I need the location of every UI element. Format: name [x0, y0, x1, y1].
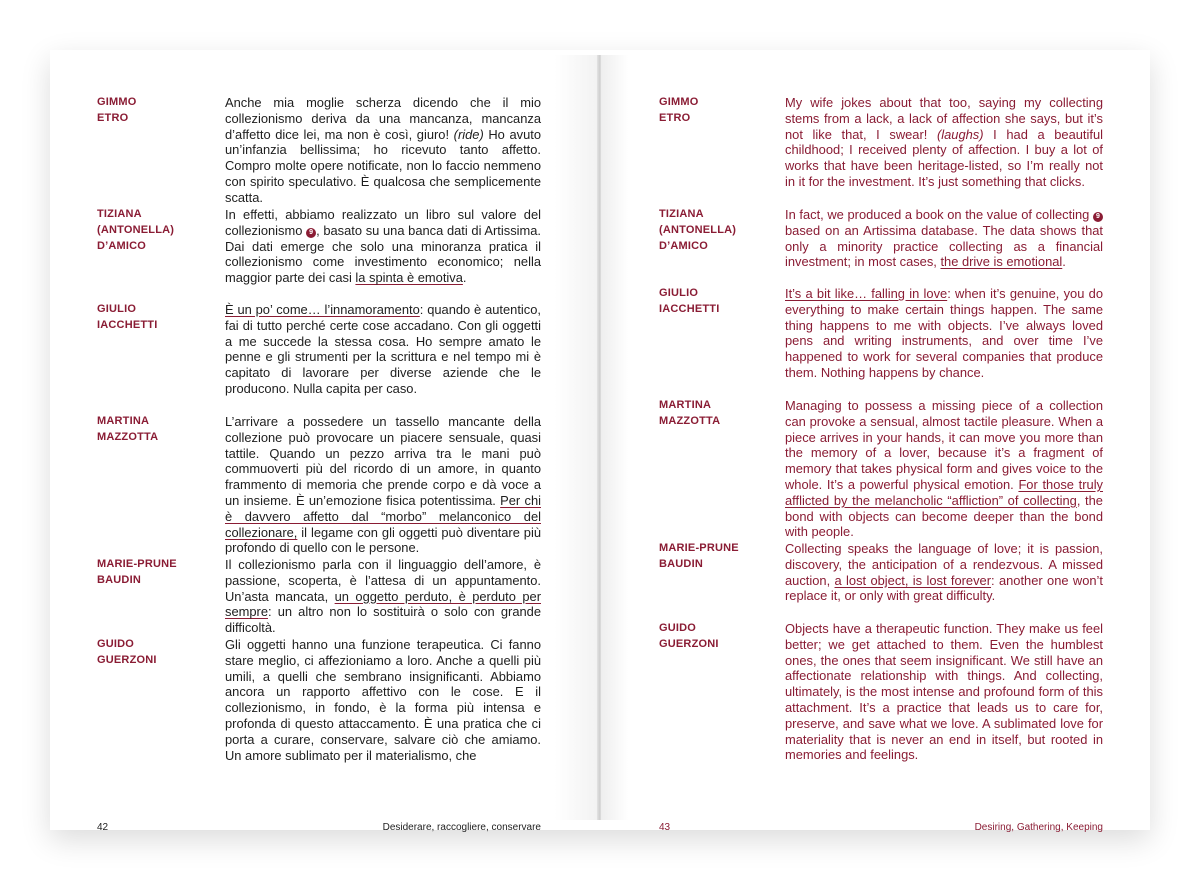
text-run: : another one won’t replace it, or only with great difficulty. [785, 572, 1103, 604]
speaker-line: GUERZONI [659, 637, 719, 650]
text-run: Collecting speaks the language of love; it is passion, discovery, the anticipation of a rendezvous. A missed auction, [785, 541, 1103, 588]
speaker-line: IACCHETTI [659, 302, 720, 315]
paragraph [225, 207, 541, 286]
text-run: Il collezionismo parla con il linguaggio dell’amore, è passione, scoperta, è l’attesa di un appuntamento. Un’asta mancata, [225, 557, 541, 604]
speaker-name [97, 95, 137, 127]
paragraph [785, 621, 1103, 763]
speaker-name [659, 286, 719, 318]
speaker-name [659, 398, 720, 430]
paragraph [225, 414, 541, 556]
speaker-line: MAZZOTTA [97, 430, 159, 443]
paragraph [785, 541, 1103, 604]
text-run: My wife jokes about that too, saying my collecting stems from a lack, a lack of affection she says, but it’s not like that, I swear! [785, 95, 1103, 142]
footnote-marker[interactable]: 9 [306, 228, 316, 238]
speaker-line: TIZIANA [97, 208, 142, 220]
text-run: . [462, 270, 467, 286]
text-run: In fact, we produced a book on the value of collecting [785, 207, 1093, 222]
text-run: , basato su una banca dati di Artissima. Dai dati emerge che solo una minoranza pratica il collezionismo come investimento economico; nella maggior parte dei casi [225, 222, 541, 286]
paragraph [225, 95, 541, 206]
text-run: : quando è autentico, fai di tutto perché certe cose accadano. Con gli oggetti a me succede la stessa cosa. Ho sempre amato le penne e gli strumenti per la scrittura e nel tempo mi è capitato di lavorare per diverse aziende che le producono. Nulla capita per caso. [225, 302, 541, 396]
speaker-line: D’AMICO [97, 239, 147, 252]
highlighted-quote: the drive is emotional [940, 254, 1063, 270]
speaker-line: MARIE-PRUNE [659, 542, 739, 554]
paragraph [225, 302, 541, 397]
highlighted-quote: un oggetto perduto, è perduto per sempre [225, 588, 541, 620]
speaker-line: (ANTONELLA) [97, 223, 175, 236]
speaker-name [659, 207, 736, 254]
paragraph [225, 637, 541, 763]
speaker-line: D’AMICO [659, 239, 709, 252]
text-run: il legame con gli oggetti può diventare più profondo di quello con le persone. [225, 524, 541, 556]
speaker-line: BAUDIN [97, 573, 141, 586]
text-run: , the bond with objects can become deeper than the bond with people. [785, 492, 1103, 540]
speaker-name [659, 95, 699, 127]
speaker-line: MARIE-PRUNE [97, 558, 177, 570]
speaker-name [97, 414, 158, 446]
speaker-line: MARTINA [659, 399, 712, 411]
speaker-line: GIULIO [97, 303, 137, 315]
stage-direction: (laughs) [936, 126, 984, 142]
speaker-line: GIULIO [659, 287, 699, 299]
highlighted-quote: For those truly afflicted by the melancholic “affliction” of collecting [785, 476, 1103, 508]
text-run: Managing to possess a missing piece of a collection can provoke a sensual, almost tactile pleasure. When a piece arrives in your hands, it can move you more than the memory of a lover, because it’s a fragment of memory that takes physical form and gives voice to the whole. It’s a powerful physical emotion. [785, 398, 1103, 492]
paragraph [785, 286, 1103, 381]
speaker-name [659, 621, 719, 653]
speaker-line: GIMMO [97, 96, 137, 108]
speaker-line: BAUDIN [659, 557, 703, 570]
footnote-marker[interactable]: 9 [1093, 212, 1103, 222]
speaker-line: GUIDO [97, 638, 135, 650]
speaker-line: MARTINA [97, 415, 150, 427]
right-page [601, 55, 1146, 833]
text-run: Objects have a therapeutic function. They make us feel better; we get attached to them. Even the humblest ones, the ones that seem insignificant. We still have an affectionate relationship with things. And collecting, ultimately, is the most intense and profound form of this attachment. It’s a practice that leads us to care for, preserve, and save what we love. A sublimated love for materiality that is never an end in itself, but rooted in memories and feelings. [785, 621, 1103, 763]
stage-direction: (ride) [453, 126, 484, 142]
speaker-name [97, 302, 157, 334]
page-number: 43 [659, 822, 671, 833]
speaker-line: ETRO [659, 111, 691, 124]
text-run: . [1062, 254, 1066, 270]
speaker-line: MAZZOTTA [659, 414, 721, 427]
speaker-line: GUIDO [659, 622, 697, 634]
text-run: Gli oggetti hanno una funzione terapeutica. Ci fanno stare meglio, ci affezioniamo a loro. Anche a quelli più umili, a quelli che sembrano insignificanti. Abbiamo ancora un rapporto affettivo con le cose. E il collezionismo, in fondo, è la forma più intensa e profonda di questo attaccamento. È una pratica che ci porta a curare, conservare, salvare ciò che amiamo. Un amore sublimato per il materialismo, che [225, 637, 541, 763]
text-run: : un altro non lo sostituirà o solo con grande difficoltà. [225, 604, 541, 636]
text-run: Anche mia moglie scherza dicendo che il mio collezionismo deriva da una mancanza, mancanza d’affetto dice lei, ma non è così, giuro! [225, 95, 541, 142]
speaker-name [97, 637, 157, 669]
text-run: L’arrivare a possedere un tassello mancante della collezione può provocare un piacere sensuale, quasi tattile. Quando un pezzo arriva tra le mani può commuoverti più del ricordo di un amore, in quanto frammento di memoria che prende corpo e dà voce a un insieme. È un’emozione fisica potentissima. [225, 414, 541, 508]
highlighted-quote: It’s a bit like… falling in love [785, 286, 948, 301]
speaker-line: GIMMO [659, 96, 699, 108]
highlighted-quote: la spinta è emotiva [355, 270, 463, 286]
text-run: based on an Artissima database. The data shows that only a minority practice collecting as a financial investment; in most cases, [785, 222, 1103, 270]
speaker-name [659, 541, 739, 573]
speaker-line: (ANTONELLA) [659, 223, 737, 236]
speaker-line: TIZIANA [659, 208, 704, 220]
text-run: I had a beautiful childhood; I received plenty of affection. I buy a lot of works that have been heritage-listed, so I’m really not in it for the investment. It’s just something that clicks. [785, 126, 1103, 189]
page-number: 42 [97, 822, 109, 833]
text-run: In effetti, abbiamo realizzato un libro sul valore del collezionismo [225, 207, 541, 238]
text-run: : when it’s genuine, you do everything to make certain things happen. The same thing happens to me with objects. I’ve always loved pens and writing instruments, and over time I’ve happened to work for several companies that produce them. Nothing happens by chance. [785, 286, 1103, 380]
text-run: Ho avuto un’infanzia bellissima; ho ricevuto tanto affetto. Compro molte opere notificate, non lo faccio nemmeno con spirito speculativo. È qualcosa che semplicemente scatta. [225, 126, 541, 205]
paragraph [785, 95, 1103, 190]
highlighted-quote: Per chi è davvero affetto dal “morbo” melanconico del collezionare, [225, 492, 541, 540]
paragraph [225, 557, 541, 636]
running-head: Desiring, Gathering, Keeping [974, 822, 1103, 833]
highlighted-quote: È un po’ come… l’innamoramento [225, 302, 420, 317]
highlighted-quote: a lost object, is lost forever [834, 572, 992, 588]
paragraph [785, 207, 1103, 270]
speaker-name [97, 557, 177, 589]
left-page [55, 55, 598, 833]
running-head: Desiderare, raccogliere, conservare [382, 822, 541, 833]
speaker-line: IACCHETTI [97, 318, 158, 331]
paragraph [785, 398, 1103, 540]
speaker-name [97, 207, 174, 254]
speaker-line: GUERZONI [97, 653, 157, 666]
speaker-line: ETRO [97, 111, 129, 124]
